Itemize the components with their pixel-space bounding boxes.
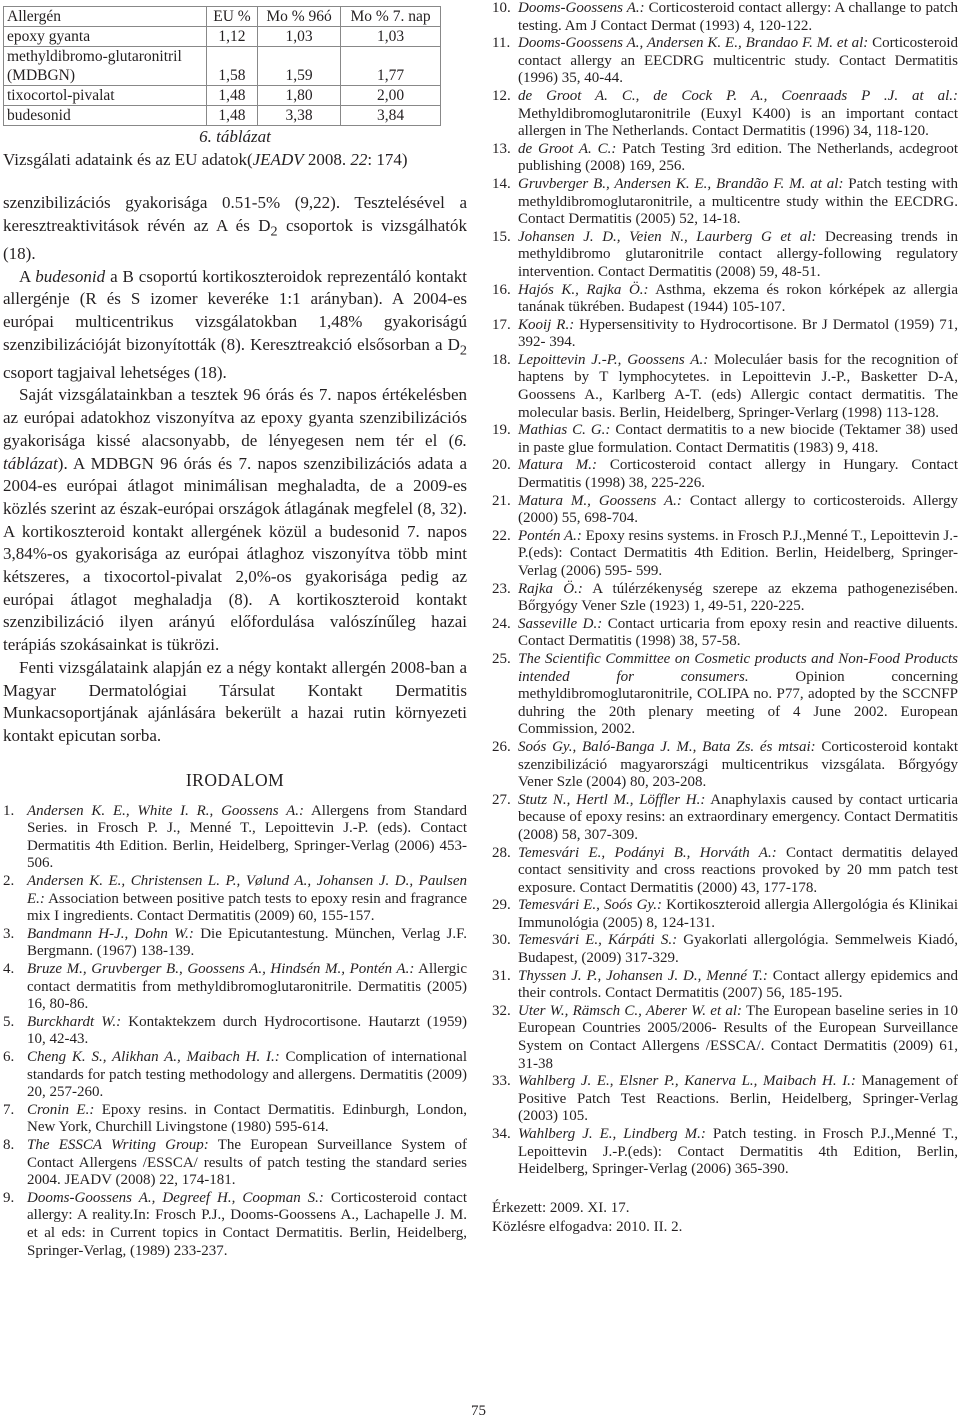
- table-caption-text: [3, 149, 467, 170]
- reference-number: 18.: [492, 351, 511, 368]
- table-header-row: [4, 7, 441, 27]
- reference-text: Contact dermatitis to a new biocide (Tektamer 38) used in paste glue formulation. Contact Dermatitis (1983) 9, 418.: [518, 422, 958, 456]
- reference-authors: Rajka Ö.:: [518, 580, 583, 597]
- allergen-table: [3, 6, 441, 126]
- reference-authors: Dooms-Goossens A., Andersen K. E., Brandao F. M. et al:: [518, 35, 869, 52]
- reference-text: Corticosteroid contact allergy in Hungary. Contact Dermatitis (1998) 38, 225-226.: [518, 457, 958, 492]
- reference-text: Corticosteroid contact allergy: A challange to patch testing. Am J Contact Dermat (1993) 4, 120-122.: [518, 0, 958, 34]
- reference-item: [492, 35, 958, 88]
- caption-volume: 22: [350, 150, 368, 169]
- page-number: 75: [471, 1403, 486, 1419]
- table-row: [4, 27, 441, 47]
- reference-number: 2.: [3, 873, 15, 890]
- body-text: [3, 192, 467, 748]
- table-header: Mo % 96ó: [257, 7, 340, 27]
- paragraph: Fenti vizsgálataink alapján ez a négy kontakt allergén 2008-ban a Magyar Dermatológiai Társulat Kontakt Dermatitis Munkacsoportjának ajánlására bekerült a hazai rutin környezeti kontakt epicutan sorba.: [3, 657, 467, 745]
- table-row: [4, 86, 441, 106]
- reference-authors: Bruze M., Gruvberger B., Goossens A., Hindsén M., Pontén A.:: [27, 961, 415, 977]
- text-run: csoport tagjaival lehetséges (18).: [3, 362, 227, 382]
- reference-text: Patch Testing 3rd edition. The Netherlands, acdegroot publishing (2008) 169, 256.: [518, 140, 958, 175]
- reference-item: [3, 1190, 467, 1260]
- table-cell: 1,12: [207, 27, 258, 47]
- text-run: ). A MDBGN 96 órás és 7. napos szenzibilizációs adata a 2004-es európai átlagot minimálisan meghaladta, de a 2009-es közlés szerint az észak-európai országok átlagának megfelel (8, 32). A kortikoszteroid kontakt allergének közül a budesonid 7. napos 3,84%-os gyakorisága az európai átlaghoz viszonyítva több mint kétszeres, a tixocortol-pivalat 2,0%-os gyakorisága pedig az európai átlagot meghaladja (8). A kortikoszteroid kontakt szenzibilizáció ilyen arányú előfordulása valószínűleg hazai terápiás szokásainkat is tükrözi.: [3, 453, 467, 655]
- reference-item: [492, 282, 958, 317]
- text-run-italic: 6. táblázat: [3, 430, 467, 473]
- reference-text: A túlérzékenység szerepe az ekzema pathogenezisében. Bőrgyógy Vener Szle (1923) 1, 49-51, 220-225.: [518, 580, 958, 615]
- reference-authors: Lepoittevin J.-P., Goossens A.:: [518, 351, 709, 368]
- reference-text: Association between positive patch tests to epoxy resin and fragrance mix I ingredients. Contact Dermatitis (2009) 60, 155-157.: [27, 890, 467, 925]
- reference-number: 25.: [492, 650, 511, 667]
- reference-authors: Temesvári E., Podányi B., Horváth A.:: [518, 844, 777, 861]
- reference-text: Management of Positive Patch Test Reactions. Berlin, Heidelberg, Springer-Verlag (2003) 105.: [518, 1073, 958, 1125]
- reference-number: 11.: [492, 35, 511, 52]
- reference-text: Anaphylaxis caused by contact urticaria because of epoxy resins: an extraordinary emergency. Contact Dermatitis (2008) 58, 307-309.: [518, 791, 958, 843]
- table-cell: 3,84: [341, 106, 441, 126]
- reference-item: [3, 1137, 467, 1190]
- table-row: [4, 47, 441, 86]
- text-run: Saját vizsgálatainkban a tesztek 96 órás és 7. napos értékelésben az európai adatokhoz viszonyítva az epoxy gyanta szenzibilizációs gyakorisága kissé alacsonyabb, de lényegesen nem tér el (: [3, 385, 467, 450]
- reference-number: 12.: [492, 87, 511, 104]
- reference-authors: Gruvberger B., Andersen K. E., Brandão F. M. at al:: [518, 175, 844, 192]
- reference-item: [3, 803, 467, 873]
- reference-authors: Soós Gy., Baló-Banga J. M., Bata Zs. és mtsai:: [518, 738, 816, 755]
- reference-authors: Hajós K., Rajka Ö.:: [518, 281, 649, 298]
- text-run: A: [19, 266, 36, 286]
- reference-item: [3, 1049, 467, 1102]
- reference-text: Contact dermatitis delayed contact sensitivity and cross reactions provoked by 20 mm patch test exposure. Contact Dermatitis (2000) 43, 177-178.: [518, 844, 958, 896]
- reference-authors: Dooms-Goossens A., Degreef H., Coopman S.:: [27, 1189, 324, 1206]
- reference-number: 4.: [3, 961, 15, 977]
- reference-authors: Wahlberg J. E., Elsner P., Kanerva L., Maibach H. I.:: [518, 1073, 856, 1090]
- table-cell: 1,03: [341, 27, 441, 47]
- reference-number: 17.: [492, 316, 511, 333]
- reference-authors: Kooij R.:: [518, 316, 575, 333]
- reference-text: Corticosteroid kontakt szenzibilizáció magyarországi multicentrikus vizsgálata. Bőrgyógy Vener Szle (2004) 80, 203-208.: [518, 738, 958, 791]
- reference-authors: Thyssen J. P., Johansen J. D., Menné T.:: [518, 967, 768, 984]
- reference-text: Corticosteroid contact allergy an EECDRG multicentric study. Contact Dermatitis (1996) 35, 40-44.: [518, 35, 958, 87]
- reference-number: 34.: [492, 1126, 511, 1142]
- reference-number: 5.: [3, 1013, 15, 1030]
- reference-item: [492, 493, 958, 528]
- reference-item: [492, 1126, 958, 1179]
- paragraph: [3, 266, 467, 385]
- table-row: [4, 106, 441, 126]
- received-date: Érkezett: 2009. XI. 17.: [492, 1199, 630, 1216]
- reference-text: Epoxy resins systems. in Frosch P.J.,Menné T., Lepoittevin J.-P.(eds): Contact Dermatitis 4th Edition. Berlin, Heidelberg, Springer-Verlag (2006) 595- 599.: [518, 527, 959, 579]
- reference-text: Contact allergy to corticosteroids. Allergy (2000) 55, 698-704.: [518, 492, 958, 527]
- reference-text: Moleculáer basis for the recognition of haptens by T lymphocytetes. in Lepoittevin J.-P., Basketter D-A, Goossens A., Karlberg A-T. (eds) Allergic contact dermatitis. The molecular basis. Berlin, Heidelberg, Springer-Verlarg (1998) 113-128.: [518, 351, 958, 421]
- table-cell: 1,80: [257, 86, 340, 106]
- table-cell: 1,48: [207, 106, 258, 126]
- reference-authors: Stutz N., Hertl M., Löffler H.:: [518, 791, 706, 808]
- table-caption-label: 6. táblázat: [199, 127, 271, 146]
- reference-text: Patch testing with methyldibromoglutaronitrile, a multicentre study within the EECDRG. Contact Dermatitis (2005) 52, 14-18.: [518, 175, 958, 228]
- reference-authors: Andersen K. E., White I. R., Goossens A.:: [27, 802, 304, 819]
- reference-number: 1.: [3, 802, 15, 819]
- reference-number: 33.: [492, 1073, 511, 1090]
- subscript: 2: [270, 223, 278, 240]
- reference-item: [3, 961, 467, 1014]
- reference-authors: Andersen K. E., Christensen L. P., Vølund A., Johansen J. D., Paulsen E.:: [27, 873, 467, 907]
- reference-number: 7.: [3, 1101, 15, 1118]
- reference-number: 27.: [492, 791, 511, 808]
- reference-text: Methyldibromoglutaronitrile (Euxyl K400) is an important contact allergen in The Netherlands. Contact Dermatitis (1996) 34, 118-120.: [518, 105, 958, 140]
- reference-item: [492, 528, 958, 581]
- table-cell: 3,38: [257, 106, 340, 126]
- reference-item: [492, 317, 958, 352]
- table-caption: [3, 126, 467, 147]
- reference-item: [492, 141, 958, 176]
- reference-authors: Matura M., Goossens A.:: [518, 492, 682, 509]
- reference-number: 30.: [492, 932, 511, 949]
- reference-text: The European Surveillance System of Contact Allergens /ESSCA/ results of patch testing the standard series 2004. JEADV (2008) 22, 174-181.: [27, 1136, 467, 1189]
- reference-number: 22.: [492, 527, 511, 544]
- reference-text: Complication of international standards for patch testing methodology and allergens. Dermatitis (2009) 20, 257-260.: [27, 1048, 467, 1101]
- reference-authors: Dooms-Goossens A.:: [518, 0, 645, 16]
- text-run: szenzibilizációs gyakorisága 0.51-5% (9,22). Tesztelésével a keresztreaktivitások révén az A és D: [3, 193, 467, 235]
- reference-item: [492, 651, 958, 739]
- reference-authors: Bandmann H-J., Dohn W.:: [27, 925, 194, 942]
- accepted-date: Közlésre elfogadva: 2010. II. 2.: [492, 1218, 683, 1235]
- received-dates: [492, 1199, 958, 1237]
- reference-authors: The ESSCA Writing Group:: [27, 1136, 209, 1153]
- reference-item: [492, 0, 958, 35]
- reference-authors: Cronin E.:: [27, 1101, 95, 1118]
- reference-authors: Matura M.:: [518, 457, 598, 474]
- reference-text: Allergic contact dermatitis from methyldibromoglutaronitrile. Dermatitis (2005) 16, 80-86.: [27, 961, 467, 1013]
- reference-item: [492, 792, 958, 845]
- reference-item: [492, 229, 958, 282]
- text-run: csoportok is vizsgálhatók (18).: [3, 215, 468, 263]
- caption-pages: : 174): [367, 150, 408, 169]
- table-cell: 1,77: [341, 47, 441, 86]
- reference-text: Kontaktekzem durch Hydrocortisone. Hautarzt (1959) 10, 42-43.: [27, 1013, 467, 1048]
- reference-text: Die Epicutantestung. München, Verlag J.F. Bergmann. (1967) 138-139.: [27, 925, 467, 960]
- reference-item: [492, 845, 958, 898]
- reference-number: 32.: [492, 1002, 511, 1019]
- reference-item: [492, 581, 958, 616]
- reference-item: [492, 176, 958, 229]
- reference-authors: de Groot A. C., de Cock P. A., Coenraads P .J. at al.:: [518, 87, 958, 104]
- reference-text: Allergens from Standard Series. in Frosch P. J., Menné T., Lepoittevin J.-P. (eds). Contact Dermatitis 4th Edition. Berlin, Heidelberg, Springer-Verlag (2006) 453-506.: [27, 802, 468, 872]
- reference-number: 19.: [492, 422, 511, 439]
- reference-number: 29.: [492, 897, 511, 914]
- reference-item: [3, 873, 467, 926]
- reference-authors: Sasseville D.:: [518, 615, 603, 632]
- reference-number: 14.: [492, 175, 511, 192]
- reference-item: [492, 897, 958, 932]
- reference-number: 31.: [492, 967, 511, 984]
- reference-text: The European baseline series in 10 European Countries 2005/2006- Results of the European Surveillance System on Contact Allergens /ESSCA/. Contact Dermatitis (2009) 61, 31-38: [518, 1002, 958, 1072]
- references-heading: IRODALOM: [185, 769, 285, 790]
- reference-number: 3.: [3, 925, 15, 942]
- reference-authors: Uter W., Rämsch C., Aberer W. et al:: [518, 1002, 743, 1019]
- reference-number: 8.: [3, 1136, 15, 1153]
- reference-text: Opinion concerning methyldibromoglutaronitrile, COLIPA no. P77, adopted by the SCCNFP duhring the 20th plenary meeting of 4 June 2002. European Commission, 2002.: [518, 668, 958, 738]
- text-run: a B csoportú kortikoszteroidok reprezentáló kontakt allergénje (R és S izomer keveréke 1:1 arányban). A 2004-es európai multicentrikus vizsgálatokban 1,48% gyakoriságú szenzibilizációját bizonyították (8). Keresztreakció elsősorban a D: [3, 266, 467, 354]
- table-header: Allergén: [4, 7, 207, 27]
- table-header: Mo % 7. nap: [341, 7, 441, 27]
- reference-item: [492, 1003, 958, 1073]
- reference-authors: Pontén A.:: [518, 527, 582, 544]
- caption-year: 2008.: [303, 150, 351, 169]
- reference-item: [492, 1073, 958, 1126]
- table-cell: budesonid: [4, 106, 207, 126]
- reference-item: [492, 88, 958, 141]
- reference-item: [3, 926, 467, 961]
- reference-authors: Johansen J. D., Veien N., Laurberg G et al:: [518, 228, 817, 245]
- paragraph: [3, 192, 467, 266]
- reference-authors: Burckhardt W.:: [27, 1013, 122, 1030]
- reference-authors: Mathias C. G.:: [518, 422, 611, 439]
- left-column: [3, 0, 467, 1260]
- reference-number: 13.: [492, 140, 511, 157]
- reference-text: Kortikoszteroid allergia Allergológia és Klinikai Immunológia (2005) 8, 124-131.: [518, 897, 958, 931]
- text-run-italic: budesonid: [35, 266, 106, 286]
- reference-item: [492, 739, 958, 792]
- reference-item: [492, 616, 958, 651]
- reference-item: [492, 968, 958, 1003]
- reference-text: Decreasing trends in methyldibromo glutaronitrile contact allergy-following regulatory intervention. Contact Dermatitis (2008) 59, 48-51.: [518, 228, 958, 280]
- reference-list: [3, 803, 467, 1260]
- reference-text: Gyakorlati allergológia. Semmelweis Kiadó, Budapest, (2009) 317-329.: [518, 932, 959, 967]
- table-cell: 1,48: [207, 86, 258, 106]
- reference-authors: de Groot A. C.:: [518, 140, 617, 157]
- reference-number: 15.: [492, 228, 511, 245]
- caption-journal: JEADV: [252, 150, 304, 169]
- table-cell: epoxy gyanta: [4, 27, 207, 47]
- reference-authors: Cheng K. S., Alikhan A., Maibach H. I.:: [27, 1048, 280, 1065]
- reference-text: Epoxy resins. in Contact Dermatitis. Edinburgh, London, New York, Churchill Livingstone (1980) 595-614.: [27, 1101, 467, 1136]
- reference-number: 23.: [492, 580, 511, 597]
- reference-number: 9.: [3, 1189, 15, 1206]
- reference-item: [492, 932, 958, 967]
- reference-item: [492, 422, 958, 457]
- table-cell: 1,58: [207, 47, 258, 86]
- reference-text: Hypersensitivity to Hydrocortisone. Br J Dermatol (1959) 71, 392- 394.: [518, 316, 959, 351]
- reference-authors: The Scientific Committee on Cosmetic products and Non-Food Products intended for consumers.: [518, 650, 958, 685]
- reference-item: [3, 1102, 467, 1137]
- subscript: 2: [459, 342, 467, 358]
- paragraph: [3, 384, 467, 656]
- reference-text: Contact urticaria from epoxy resin and reactive diluents. Contact Dermatitis (1998) 38, 57-58.: [518, 615, 958, 650]
- reference-item: [492, 352, 958, 422]
- table-cell: 2,00: [341, 86, 441, 106]
- right-column: [492, 0, 958, 1237]
- reference-authors: Temesvári E., Kárpáti S.:: [518, 932, 678, 949]
- reference-text: Contact allergy epidemics and their controls. Contact Dermatitis (2007) 56, 185-195.: [518, 967, 958, 1002]
- reference-number: 16.: [492, 281, 511, 298]
- caption-text: Vizsgálati adataink és az EU adatok(: [3, 150, 253, 169]
- reference-text: Patch testing. in Frosch P.J.,Menné T., Lepoittevin J.-P.(eds): Contact Dermatitis 4th Edition, Berlin, Heidelberg, Springer-Verlag (2006) 365-390.: [518, 1126, 959, 1178]
- reference-text: Asthma, ekzema és rokon kórképek az allergia tanának tükrében. Budapest (1944) 105-107.: [518, 281, 958, 316]
- table-cell: 1,03: [257, 27, 340, 47]
- table-cell: tixocortol-pivalat: [4, 86, 207, 106]
- reference-number: 10.: [492, 0, 511, 16]
- reference-number: 21.: [492, 492, 511, 509]
- table-cell: 1,59: [257, 47, 340, 86]
- reference-list: [492, 0, 958, 1179]
- reference-text: Corticosteroid contact allergy: A reality.In: Frosch P.J., Dooms-Goossens A., Lachapelle J. M. et al eds: in Current topics in Contact Dermatitis. Berlin, Heidelberg, Springer-Verlag, (1989) 233-237.: [27, 1189, 467, 1259]
- reference-number: 6.: [3, 1048, 15, 1065]
- reference-number: 20.: [492, 457, 511, 474]
- table-header: EU %: [207, 7, 258, 27]
- reference-number: 24.: [492, 615, 511, 632]
- reference-number: 26.: [492, 738, 511, 755]
- reference-item: [3, 1014, 467, 1049]
- reference-item: [492, 457, 958, 492]
- reference-authors: Wahlberg J. E., Lindberg M.:: [518, 1126, 706, 1142]
- table-cell: methyldibromo-glutaronitril (MDBGN): [4, 47, 207, 86]
- reference-authors: Temesvári E., Soós Gy.:: [518, 897, 662, 914]
- reference-number: 28.: [492, 844, 511, 861]
